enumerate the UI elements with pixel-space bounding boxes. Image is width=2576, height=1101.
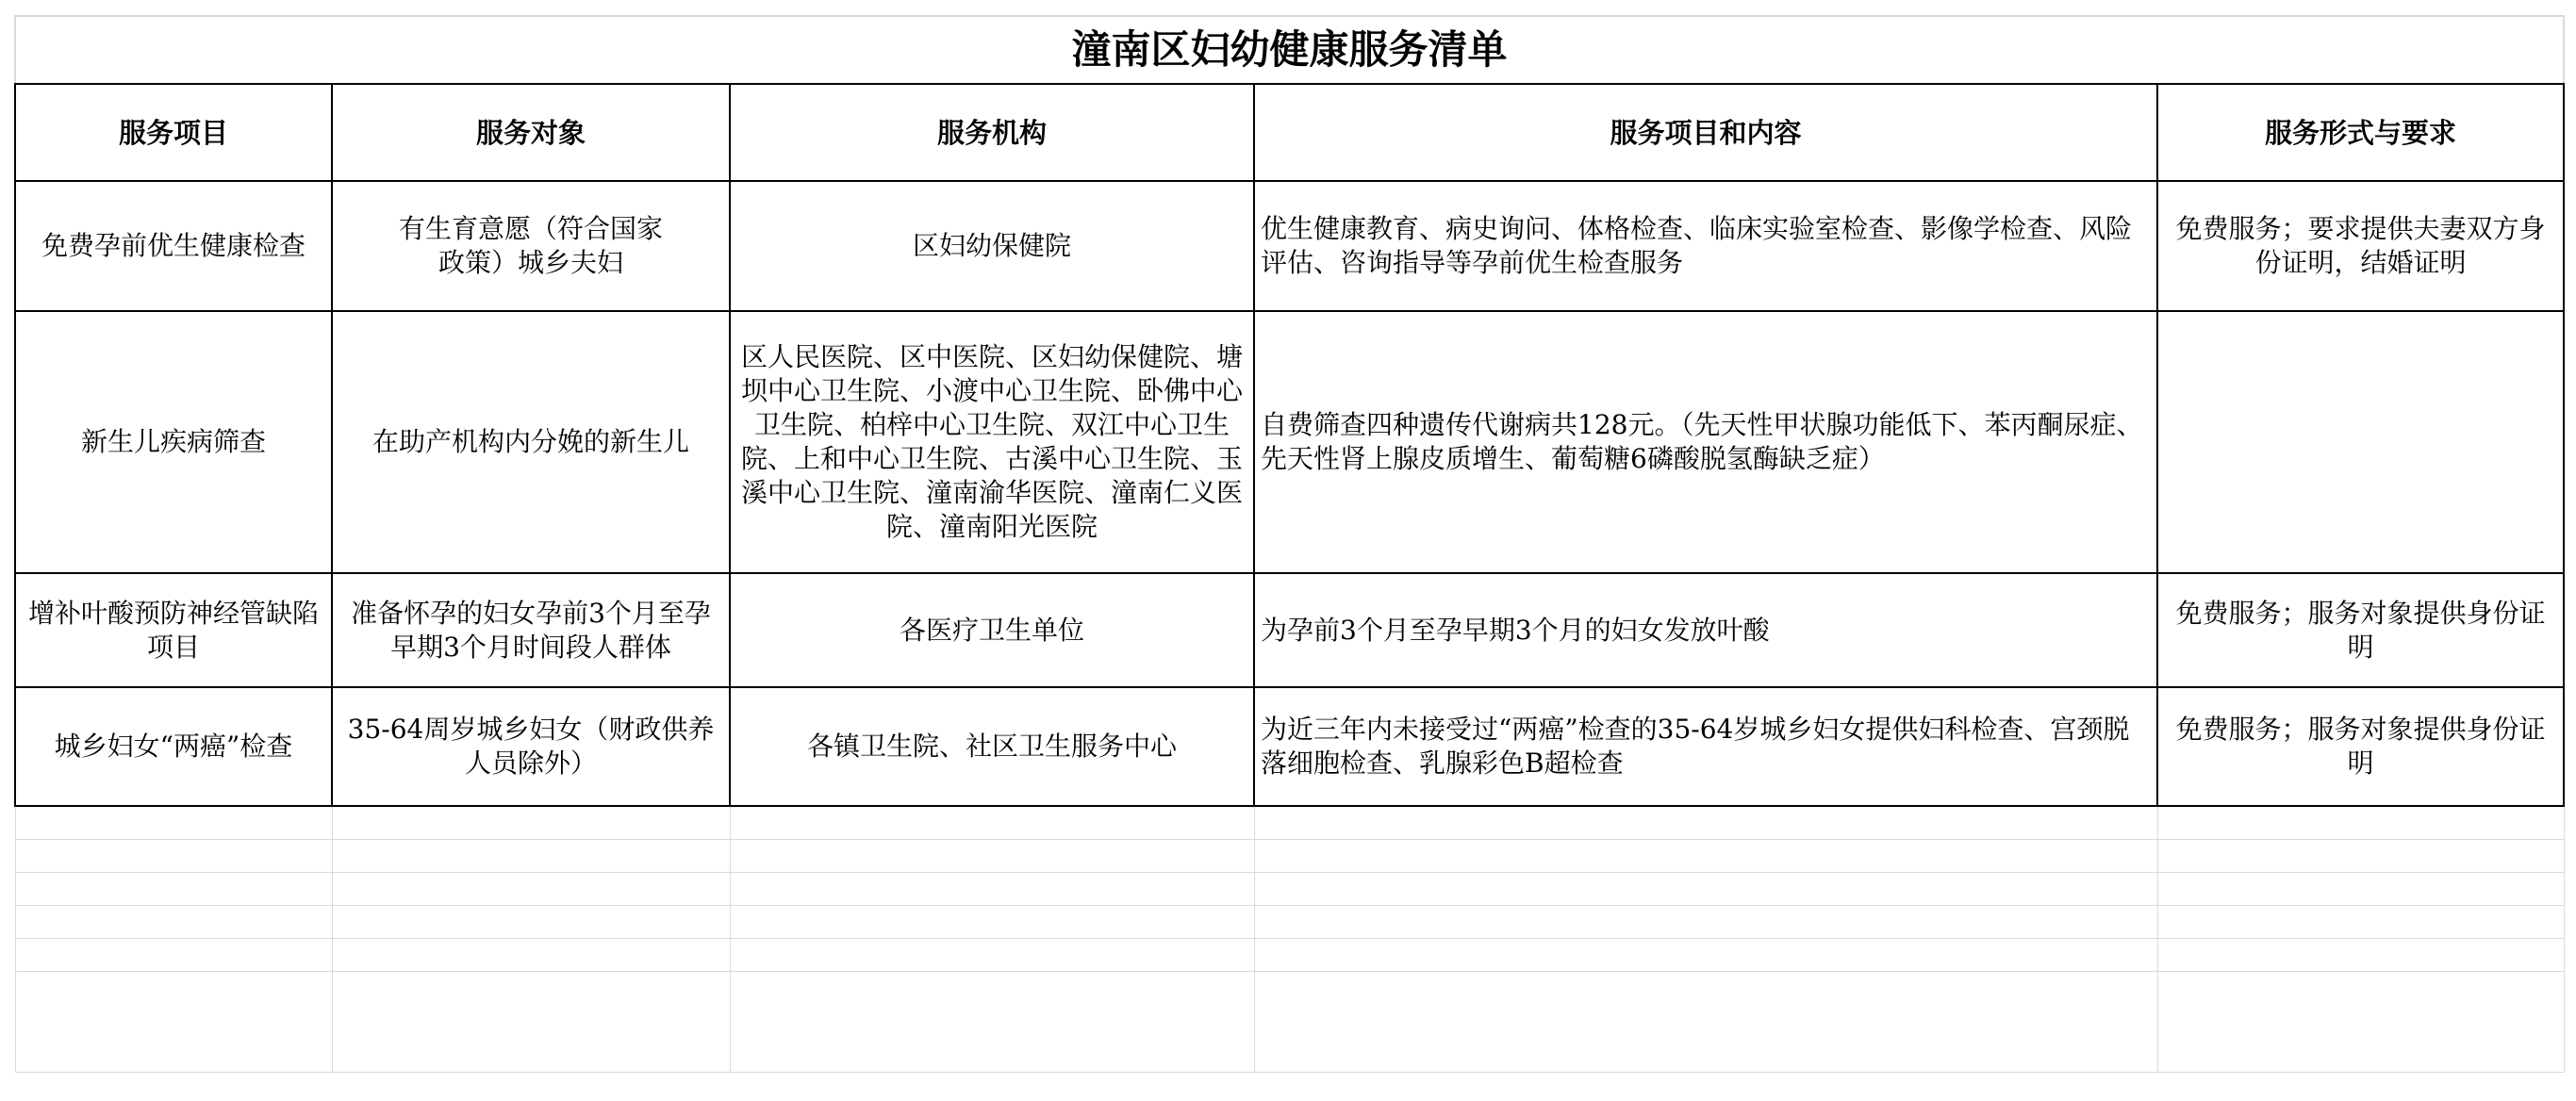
empty-cell[interactable] — [730, 939, 1254, 972]
cell-form: 免费服务；服务对象提供身份证明 — [2157, 687, 2564, 806]
empty-cell[interactable] — [15, 939, 332, 972]
header-service-item: 服务项目 — [15, 84, 332, 181]
empty-cell[interactable] — [730, 972, 1254, 1073]
empty-cell[interactable] — [2157, 972, 2564, 1073]
empty-row — [15, 972, 2564, 1073]
cell-item: 新生儿疾病筛查 — [15, 311, 332, 573]
cell-item: 免费孕前优生健康检查 — [15, 181, 332, 311]
service-table — [14, 15, 2565, 1073]
cell-target: 准备怀孕的妇女孕前3个月至孕早期3个月时间段人群体 — [332, 573, 730, 687]
empty-cell[interactable] — [332, 939, 730, 972]
empty-cell[interactable] — [1254, 873, 2157, 906]
empty-cell[interactable] — [15, 906, 332, 939]
empty-row — [15, 906, 2564, 939]
empty-cell[interactable] — [730, 873, 1254, 906]
cell-form — [2157, 311, 2564, 573]
header-row — [15, 84, 2564, 181]
empty-row — [15, 806, 2564, 840]
header-service-form: 服务形式与要求 — [2157, 84, 2564, 181]
empty-cell[interactable] — [2157, 939, 2564, 972]
cell-institution: 区人民医院、区中医院、区妇幼保健院、塘坝中心卫生院、小渡中心卫生院、卧佛中心卫生院、柏梓中心卫生院、双江中心卫生院、上和中心卫生院、古溪中心卫生院、玉溪中心卫生院、潼南渝华医院、潼南仁义医院、潼南阳光医院 — [730, 311, 1254, 573]
empty-row — [15, 840, 2564, 873]
cell-content: 自费筛查四种遗传代谢病共128元。（先天性甲状腺功能低下、苯丙酮尿症、先天性肾上腺皮质增生、葡萄糖6磷酸脱氢酶缺乏症） — [1254, 311, 2157, 573]
empty-cell[interactable] — [1254, 840, 2157, 873]
table-row — [15, 181, 2564, 311]
empty-cell[interactable] — [332, 840, 730, 873]
header-service-target: 服务对象 — [332, 84, 730, 181]
empty-cell[interactable] — [730, 806, 1254, 840]
empty-row — [15, 873, 2564, 906]
table-row — [15, 311, 2564, 573]
empty-cell[interactable] — [730, 906, 1254, 939]
empty-cell[interactable] — [1254, 906, 2157, 939]
empty-cell[interactable] — [15, 873, 332, 906]
cell-target: 35-64周岁城乡妇女（财政供养人员除外） — [332, 687, 730, 806]
empty-cell[interactable] — [2157, 840, 2564, 873]
empty-cell[interactable] — [332, 806, 730, 840]
empty-cell[interactable] — [1254, 806, 2157, 840]
cell-content: 为近三年内未接受过“两癌”检查的35-64岁城乡妇女提供妇科检查、宫颈脱落细胞检查、乳腺彩色B超检查 — [1254, 687, 2157, 806]
cell-target: 在助产机构内分娩的新生儿 — [332, 311, 730, 573]
table-row — [15, 687, 2564, 806]
header-service-content: 服务项目和内容 — [1254, 84, 2157, 181]
empty-cell[interactable] — [2157, 806, 2564, 840]
table-row — [15, 573, 2564, 687]
empty-cell[interactable] — [332, 873, 730, 906]
cell-content: 优生健康教育、病史询问、体格检查、临床实验室检查、影像学检查、风险评估、咨询指导等孕前优生检查服务 — [1254, 181, 2157, 311]
cell-item: 增补叶酸预防神经管缺陷项目 — [15, 573, 332, 687]
spreadsheet — [14, 15, 2563, 1085]
empty-cell[interactable] — [2157, 906, 2564, 939]
empty-cell[interactable] — [332, 972, 730, 1073]
header-service-institution: 服务机构 — [730, 84, 1254, 181]
cell-institution: 区妇幼保健院 — [730, 181, 1254, 311]
cell-content: 为孕前3个月至孕早期3个月的妇女发放叶酸 — [1254, 573, 2157, 687]
cell-form: 免费服务；服务对象提供身份证明 — [2157, 573, 2564, 687]
empty-cell[interactable] — [1254, 972, 2157, 1073]
empty-cell[interactable] — [15, 972, 332, 1073]
cell-institution: 各镇卫生院、社区卫生服务中心 — [730, 687, 1254, 806]
empty-cell[interactable] — [1254, 939, 2157, 972]
cell-target: 有生育意愿（符合国家政策）城乡夫妇 — [332, 181, 730, 311]
empty-row — [15, 939, 2564, 972]
cell-institution: 各医疗卫生单位 — [730, 573, 1254, 687]
cell-item: 城乡妇女“两癌”检查 — [15, 687, 332, 806]
cell-form: 免费服务；要求提供夫妻双方身份证明，结婚证明 — [2157, 181, 2564, 311]
title-row — [15, 16, 2564, 84]
page-title: 潼南区妇幼健康服务清单 — [15, 16, 2564, 84]
empty-cell[interactable] — [332, 906, 730, 939]
empty-cell[interactable] — [15, 806, 332, 840]
empty-cell[interactable] — [730, 840, 1254, 873]
empty-cell[interactable] — [2157, 873, 2564, 906]
empty-cell[interactable] — [15, 840, 332, 873]
